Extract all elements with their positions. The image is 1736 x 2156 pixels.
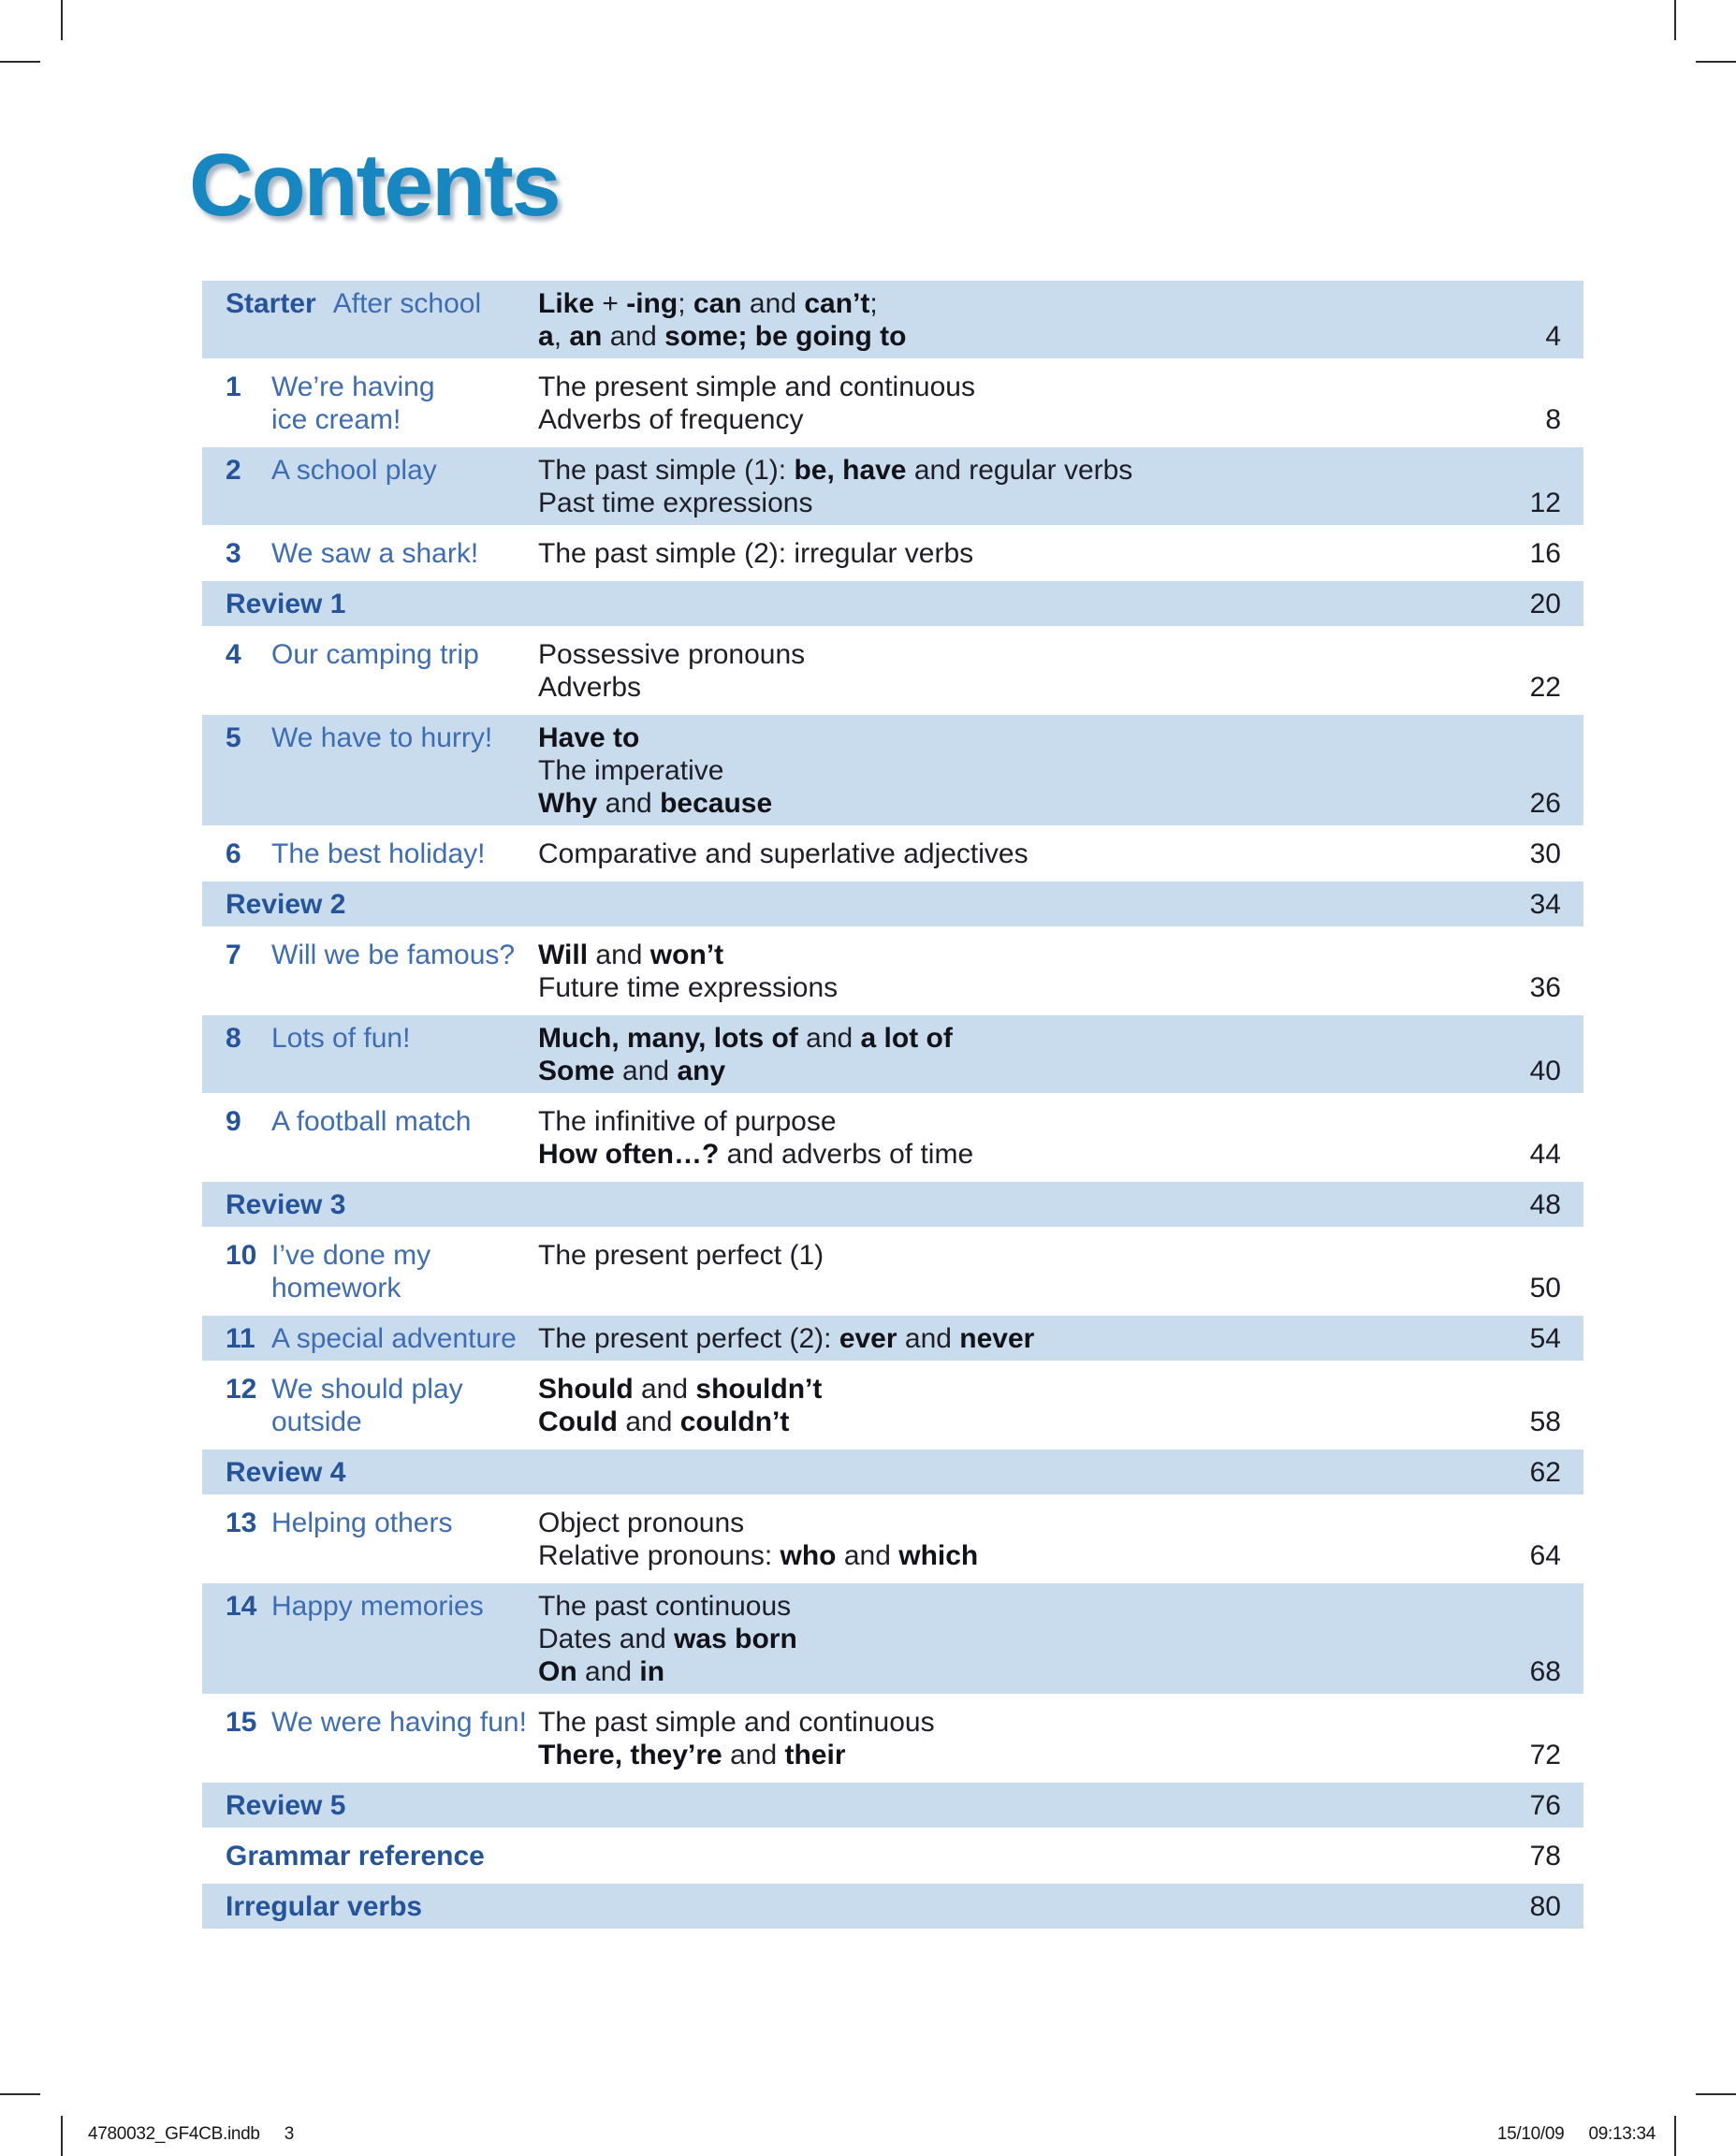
grammar-summary xyxy=(538,537,1530,570)
grammar-term-bold: shouldn’t xyxy=(695,1374,823,1405)
page-number: 36 xyxy=(1529,972,1561,1003)
unit-label xyxy=(226,454,538,487)
unit-label xyxy=(226,638,538,671)
unit-title xyxy=(271,1590,484,1623)
page-number: 12 xyxy=(1529,488,1561,518)
grammar-term-bold: On xyxy=(538,1656,577,1687)
section-label: Review 3 xyxy=(226,1189,346,1220)
toc-unit-row xyxy=(202,715,1583,825)
unit-title xyxy=(271,1507,452,1539)
grammar-text: and xyxy=(602,321,665,352)
grammar-text: Future time expressions xyxy=(538,972,839,1003)
toc-unit-row xyxy=(202,447,1583,525)
grammar-line xyxy=(538,371,1545,403)
grammar-text: Relative pronouns: xyxy=(538,1540,780,1571)
page-number: 34 xyxy=(1529,889,1561,920)
unit-label xyxy=(226,1022,538,1055)
toc-section-row xyxy=(202,1884,1583,1929)
crop-mark-top-right-h xyxy=(1696,61,1736,63)
grammar-summary xyxy=(538,1590,1530,1688)
unit-number: 12 xyxy=(226,1374,257,1405)
unit-title xyxy=(271,537,478,570)
grammar-line xyxy=(538,638,1530,671)
grammar-text: The present perfect (2): xyxy=(538,1323,839,1354)
section-label: Grammar reference xyxy=(226,1841,485,1872)
grammar-line xyxy=(538,1623,1530,1655)
grammar-term-bold: who xyxy=(780,1540,837,1571)
grammar-text: The past simple (2): irregular verbs xyxy=(538,538,974,569)
footer-date: 15/10/09 xyxy=(1496,2124,1565,2144)
crop-mark-top-left-h xyxy=(0,61,40,63)
section-label: Review 2 xyxy=(226,889,346,920)
toc-section-row xyxy=(202,1833,1583,1878)
grammar-summary xyxy=(538,1022,1530,1087)
unit-title-line: We should play xyxy=(271,1374,463,1405)
unit-label xyxy=(226,721,538,754)
page-number: 8 xyxy=(1545,404,1561,435)
grammar-text: The present perfect (1) xyxy=(538,1240,824,1271)
page-number: 64 xyxy=(1529,1540,1561,1571)
grammar-line xyxy=(538,1539,1530,1572)
grammar-summary xyxy=(538,721,1530,820)
grammar-text: and xyxy=(576,1656,640,1687)
unit-number: 2 xyxy=(226,455,241,486)
crop-mark-bottom-left-v xyxy=(61,2116,63,2156)
unit-title xyxy=(271,838,485,870)
grammar-term-bold: because xyxy=(660,788,773,819)
grammar-term-bold: which xyxy=(898,1540,979,1571)
grammar-text: and xyxy=(617,1406,680,1437)
unit-label xyxy=(226,939,538,971)
grammar-term-bold: won’t xyxy=(649,940,724,970)
page-number: 78 xyxy=(1529,1841,1561,1872)
toc-unit-row xyxy=(202,1015,1583,1093)
grammar-summary xyxy=(538,1706,1530,1771)
page-number: 72 xyxy=(1529,1740,1561,1770)
grammar-term-bold: in xyxy=(639,1656,665,1687)
page-number: 58 xyxy=(1529,1406,1561,1437)
unit-number: 8 xyxy=(226,1023,241,1054)
grammar-line xyxy=(538,939,1530,971)
grammar-term-bold: some; be going to xyxy=(664,321,907,352)
crop-mark-bottom-left-h xyxy=(0,2093,40,2095)
grammar-term-bold: Much, many, lots of xyxy=(538,1023,798,1054)
grammar-text: + xyxy=(594,288,627,319)
grammar-term-bold: can xyxy=(693,288,742,319)
unit-number: 7 xyxy=(226,940,241,970)
grammar-term-bold: never xyxy=(959,1323,1035,1354)
toc-unit-row xyxy=(202,632,1583,709)
grammar-term-bold: couldn’t xyxy=(679,1406,790,1437)
grammar-line xyxy=(538,754,1530,787)
grammar-summary xyxy=(538,1373,1530,1438)
unit-title-line: The best holiday! xyxy=(271,838,486,869)
unit-title xyxy=(271,638,479,671)
toc-unit-row xyxy=(202,1583,1583,1694)
grammar-summary xyxy=(538,287,1545,353)
grammar-text: and xyxy=(836,1540,899,1571)
unit-title xyxy=(271,1105,471,1138)
grammar-line xyxy=(538,1739,1530,1771)
unit-number: 15 xyxy=(226,1707,257,1738)
crop-mark-top-left-v xyxy=(61,0,63,40)
footer-time: 09:13:34 xyxy=(1588,2124,1656,2144)
toc-unit-row xyxy=(202,531,1583,575)
unit-title-line: After school xyxy=(332,288,482,319)
unit-label xyxy=(226,371,538,436)
toc-unit-row xyxy=(202,831,1583,876)
grammar-line xyxy=(538,1138,1530,1171)
grammar-text: Possessive pronouns xyxy=(538,639,806,670)
page-number: 30 xyxy=(1529,838,1561,869)
grammar-line xyxy=(538,1022,1530,1055)
toc-section-row xyxy=(202,1449,1583,1494)
grammar-summary xyxy=(538,838,1530,870)
grammar-term-bold: can’t xyxy=(804,288,870,319)
unit-title-line: A special adventure xyxy=(271,1323,517,1354)
grammar-line xyxy=(538,1706,1530,1739)
grammar-text: and xyxy=(597,788,661,819)
grammar-line xyxy=(538,1105,1530,1138)
page-number: 48 xyxy=(1529,1189,1561,1220)
toc-unit-row xyxy=(202,1699,1583,1777)
unit-title xyxy=(271,1239,430,1304)
grammar-text: Adverbs of frequency xyxy=(538,404,804,435)
unit-number: 11 xyxy=(226,1323,255,1354)
unit-title-line: A football match xyxy=(271,1106,472,1137)
grammar-line xyxy=(538,1590,1530,1623)
grammar-term-bold: Why xyxy=(538,788,598,819)
unit-title-line: We have to hurry! xyxy=(271,722,493,753)
page-number: 4 xyxy=(1545,321,1561,352)
grammar-text: and xyxy=(633,1374,696,1405)
unit-title-line: ice cream! xyxy=(271,404,401,435)
unit-title-line: Helping others xyxy=(271,1508,453,1538)
grammar-text: and xyxy=(797,1023,861,1054)
page-number: 54 xyxy=(1529,1323,1561,1354)
grammar-term-bold: Have to xyxy=(538,722,640,753)
unit-number: 14 xyxy=(226,1591,257,1622)
unit-number: 4 xyxy=(226,639,241,670)
unit-title-line: Our camping trip xyxy=(271,639,479,670)
unit-label xyxy=(226,1105,538,1138)
toc-table xyxy=(202,281,1583,1934)
unit-label xyxy=(226,838,538,870)
unit-number: 1 xyxy=(226,371,241,402)
grammar-term-bold: a lot of xyxy=(860,1023,953,1054)
unit-title xyxy=(271,1022,410,1055)
toc-unit-row xyxy=(202,281,1583,358)
section-label: Irregular verbs xyxy=(226,1891,423,1922)
unit-label xyxy=(226,1373,538,1438)
grammar-line xyxy=(538,403,1545,436)
footer-page-number: 3 xyxy=(284,2124,294,2144)
crop-mark-bottom-right-h xyxy=(1696,2093,1736,2095)
unit-title-line: We’re having xyxy=(271,371,435,402)
page-number: 40 xyxy=(1529,1056,1561,1086)
unit-label xyxy=(226,1239,538,1304)
grammar-text: and xyxy=(897,1323,960,1354)
grammar-term-bold: Could xyxy=(538,1406,618,1437)
grammar-line xyxy=(538,537,1530,570)
grammar-text: ; xyxy=(869,288,878,319)
grammar-term-bold: Will xyxy=(538,940,589,970)
footer-timestamp xyxy=(1497,2124,1656,2145)
unit-label xyxy=(226,287,538,320)
page-number: 20 xyxy=(1529,589,1561,619)
page-number: 50 xyxy=(1529,1273,1561,1304)
unit-title-line: Happy memories xyxy=(271,1591,484,1622)
grammar-line xyxy=(538,1373,1530,1406)
crop-mark-top-right-v xyxy=(1674,0,1676,40)
toc-section-row xyxy=(202,881,1583,926)
grammar-summary xyxy=(538,371,1545,436)
section-label: Review 1 xyxy=(226,589,346,619)
unit-label xyxy=(226,1590,538,1623)
unit-number: 13 xyxy=(226,1508,257,1538)
grammar-line xyxy=(538,1055,1530,1087)
unit-title-line: outside xyxy=(271,1406,362,1437)
toc-unit-row xyxy=(202,932,1583,1010)
grammar-line xyxy=(538,1322,1530,1355)
unit-title-line: A school play xyxy=(271,455,437,486)
grammar-text: Object pronouns xyxy=(538,1508,745,1538)
grammar-term-bold: was born xyxy=(674,1624,797,1654)
toc-section-row xyxy=(202,1182,1583,1227)
page-number: 62 xyxy=(1529,1457,1561,1488)
page-number: 22 xyxy=(1529,672,1561,703)
grammar-line xyxy=(538,787,1530,820)
toc-unit-row xyxy=(202,1366,1583,1444)
grammar-term-bold: Should xyxy=(538,1374,634,1405)
unit-title-line: homework xyxy=(271,1273,401,1304)
unit-title xyxy=(271,371,435,436)
grammar-term-bold: Some xyxy=(538,1056,615,1086)
footer-file-info xyxy=(88,2124,294,2145)
grammar-text: The present simple and continuous xyxy=(538,371,975,402)
grammar-summary xyxy=(538,939,1530,1004)
unit-number: Starter xyxy=(226,288,316,319)
unit-title xyxy=(271,1322,517,1355)
unit-title xyxy=(271,721,492,754)
toc-section-row xyxy=(202,581,1583,626)
section-label: Review 5 xyxy=(226,1790,346,1821)
footer-file-name: 4780032_GF4CB.indb xyxy=(88,2124,260,2144)
grammar-summary xyxy=(538,1322,1530,1355)
grammar-line xyxy=(538,1239,1530,1272)
page-number: 26 xyxy=(1529,788,1561,819)
grammar-text: and xyxy=(741,288,805,319)
grammar-text: ; xyxy=(678,288,693,319)
crop-mark-bottom-right-v xyxy=(1674,2116,1676,2156)
toc-unit-row xyxy=(202,364,1583,442)
grammar-text: Adverbs xyxy=(538,672,642,703)
grammar-line xyxy=(538,1406,1530,1438)
grammar-text: , xyxy=(553,321,570,352)
grammar-summary xyxy=(538,638,1530,704)
unit-label xyxy=(226,537,538,570)
grammar-text: and regular verbs xyxy=(906,455,1133,486)
grammar-term-bold: a xyxy=(538,321,554,352)
unit-title xyxy=(271,939,515,971)
unit-number: 9 xyxy=(226,1106,241,1137)
grammar-line xyxy=(538,971,1530,1004)
toc-unit-row xyxy=(202,1316,1583,1361)
grammar-line xyxy=(538,320,1545,353)
grammar-summary xyxy=(538,1105,1530,1171)
unit-label xyxy=(226,1706,538,1739)
unit-number: 5 xyxy=(226,722,241,753)
unit-title xyxy=(271,1373,463,1438)
grammar-text: The past continuous xyxy=(538,1591,792,1622)
unit-title-line: I’ve done my xyxy=(271,1240,431,1271)
grammar-term-bold: There, they’re xyxy=(538,1740,722,1770)
page-number: 80 xyxy=(1529,1891,1561,1922)
toc-section-row xyxy=(202,1783,1583,1828)
section-label: Review 4 xyxy=(226,1457,346,1488)
page-title: Contents xyxy=(189,136,560,235)
grammar-line xyxy=(538,454,1530,487)
grammar-line xyxy=(538,721,1530,754)
unit-title-line: Will we be famous? xyxy=(271,940,516,970)
toc-unit-row xyxy=(202,1099,1583,1176)
grammar-text: and xyxy=(722,1740,785,1770)
grammar-summary xyxy=(538,1239,1530,1272)
grammar-term-bold: Like xyxy=(538,288,595,319)
grammar-term-bold: How often…? xyxy=(538,1139,720,1170)
grammar-summary xyxy=(538,454,1530,519)
grammar-line xyxy=(538,838,1530,870)
grammar-text: and xyxy=(588,940,650,970)
grammar-line xyxy=(538,1655,1530,1688)
unit-label xyxy=(226,1507,538,1539)
grammar-line xyxy=(538,287,1545,320)
page-number: 16 xyxy=(1529,538,1561,569)
grammar-summary xyxy=(538,1507,1530,1572)
grammar-text: and adverbs of time xyxy=(719,1139,974,1170)
grammar-text: The past simple (1): xyxy=(538,455,795,486)
grammar-text: The past simple and continuous xyxy=(538,1707,935,1738)
page-number: 68 xyxy=(1529,1656,1561,1687)
unit-number: 6 xyxy=(226,838,241,869)
page-number: 76 xyxy=(1529,1790,1561,1821)
grammar-term-bold: their xyxy=(784,1740,846,1770)
grammar-line xyxy=(538,1507,1530,1539)
toc-unit-row xyxy=(202,1500,1583,1578)
grammar-term-bold: -ing xyxy=(626,288,678,319)
unit-title xyxy=(271,1706,527,1739)
grammar-term-bold: any xyxy=(677,1056,726,1086)
grammar-term-bold: an xyxy=(569,321,603,352)
unit-title-line: Lots of fun! xyxy=(271,1023,411,1054)
grammar-line xyxy=(538,487,1530,519)
toc-unit-row xyxy=(202,1232,1583,1310)
grammar-text: and xyxy=(614,1056,678,1086)
unit-number: 3 xyxy=(226,538,241,569)
page-number: 44 xyxy=(1529,1139,1561,1170)
unit-label xyxy=(226,1322,538,1355)
grammar-term-bold: ever xyxy=(839,1323,897,1354)
grammar-text: Past time expressions xyxy=(538,488,813,518)
grammar-text: Dates and xyxy=(538,1624,675,1654)
grammar-text: The imperative xyxy=(538,755,724,786)
grammar-text: Comparative and superlative adjectives xyxy=(538,838,1028,869)
grammar-line xyxy=(538,671,1530,704)
unit-number: 10 xyxy=(226,1240,257,1271)
unit-title-line: We saw a shark! xyxy=(271,538,479,569)
unit-title xyxy=(333,287,481,320)
unit-title xyxy=(271,454,437,487)
grammar-term-bold: be, have xyxy=(794,455,907,486)
unit-title-line: We were having fun! xyxy=(271,1707,527,1738)
grammar-text: The infinitive of purpose xyxy=(538,1106,837,1137)
